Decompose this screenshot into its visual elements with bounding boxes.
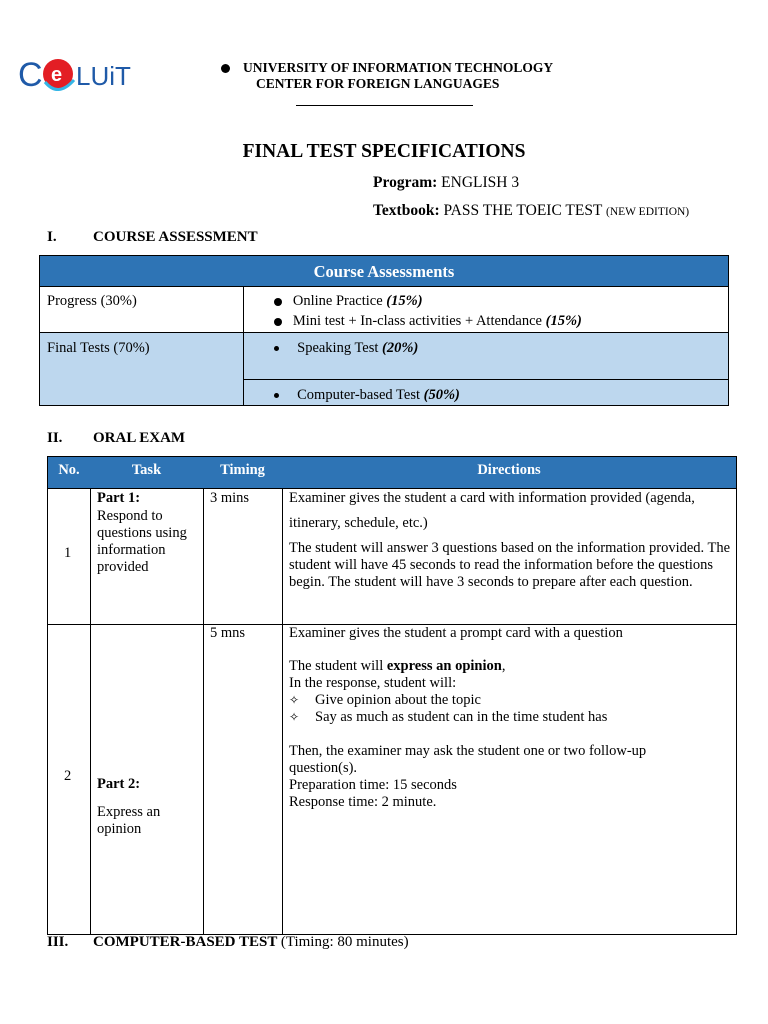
column-header-no: No. bbox=[58, 462, 80, 478]
timing-cell: 3 mins bbox=[210, 490, 250, 506]
direction-text: Examiner gives the student a card with information provided (agenda, bbox=[289, 490, 695, 506]
svg-text:LUiT: LUiT bbox=[76, 61, 131, 91]
column-divider bbox=[203, 488, 204, 934]
item-weight: (50%) bbox=[423, 387, 460, 403]
section-title: COMPUTER-BASED TEST bbox=[93, 934, 278, 950]
diamond-bullet-icon: ✧ bbox=[289, 693, 300, 707]
list-item bbox=[274, 293, 423, 310]
column-header-timing: Timing bbox=[220, 462, 265, 478]
list-item bbox=[274, 387, 460, 404]
task-description: Respond to questions using information provided bbox=[97, 508, 187, 575]
header-bullet bbox=[221, 64, 230, 73]
list-item bbox=[289, 692, 481, 709]
list-item bbox=[274, 340, 418, 357]
center-name: CENTER FOR FOREIGN LANGUAGES bbox=[256, 76, 500, 91]
section-title: COURSE ASSESSMENT bbox=[93, 229, 258, 245]
item-weight: (20%) bbox=[382, 340, 419, 356]
bullet-icon bbox=[274, 393, 279, 398]
document-title: FINAL TEST SPECIFICATIONS bbox=[242, 141, 526, 162]
column-header-directions: Directions bbox=[477, 462, 541, 478]
direction-text-pre: The student will bbox=[289, 658, 387, 674]
row-number: 1 bbox=[64, 545, 72, 561]
university-name: UNIVERSITY OF INFORMATION TECHNOLOGY bbox=[243, 60, 554, 75]
direction-text: Preparation time: 15 seconds bbox=[289, 777, 457, 793]
column-header-task: Task bbox=[131, 462, 162, 478]
section-heading-1 bbox=[47, 229, 258, 246]
diamond-bullet-icon: ✧ bbox=[289, 710, 300, 724]
row-divider bbox=[48, 488, 736, 489]
category-cell: Progress (30%) bbox=[47, 293, 137, 309]
celuit-logo bbox=[18, 50, 143, 100]
task-title: Part 1: bbox=[97, 490, 141, 506]
list-item bbox=[274, 313, 582, 330]
bullet-icon bbox=[274, 318, 282, 326]
textbook-edition: (NEW EDITION) bbox=[606, 206, 690, 218]
row-divider bbox=[40, 286, 728, 287]
item-text: Speaking Test bbox=[297, 340, 379, 356]
column-divider bbox=[282, 488, 283, 934]
list-item bbox=[289, 709, 607, 726]
item-text: Say as much as student can in the time student has bbox=[315, 709, 608, 725]
direction-emphasis: express an opinion bbox=[386, 658, 502, 674]
textbook-line bbox=[373, 202, 689, 220]
section-note: (Timing: 80 minutes) bbox=[280, 934, 409, 950]
program-line bbox=[373, 174, 519, 192]
direction-text: The student will answer 3 questions based on the information provided. The student will have 45 seconds to read the information before the questions begin. The student will have 3 seconds to prepare after each question. bbox=[289, 540, 731, 590]
item-weight: (15%) bbox=[386, 293, 423, 309]
direction-text: Examiner gives the student a prompt card with a question bbox=[289, 625, 623, 641]
section-heading-3 bbox=[47, 934, 409, 951]
timing-cell: 5 mns bbox=[210, 625, 246, 641]
row-divider bbox=[244, 379, 728, 380]
bullet-icon bbox=[274, 346, 279, 351]
course-assessment-table bbox=[39, 255, 729, 406]
column-divider bbox=[90, 488, 91, 934]
direction-text bbox=[289, 658, 505, 675]
header-divider bbox=[296, 105, 473, 106]
direction-text: itinerary, schedule, etc.) bbox=[289, 515, 428, 531]
category-cell: Final Tests (70%) bbox=[47, 340, 150, 356]
row-number: 2 bbox=[64, 768, 72, 784]
section-number: III. bbox=[47, 934, 69, 950]
item-weight: (15%) bbox=[545, 313, 582, 329]
direction-text: Response time: 2 minute. bbox=[289, 794, 437, 810]
textbook-value: PASS THE TOEIC TEST bbox=[443, 202, 603, 219]
direction-text: Then, the examiner may ask the student one or two follow-up question(s). bbox=[289, 743, 647, 776]
task-title: Part 2: bbox=[97, 776, 141, 792]
bullet-icon bbox=[274, 298, 282, 306]
section-heading-2 bbox=[47, 430, 185, 447]
item-text: Online Practice bbox=[292, 293, 383, 309]
item-text: Computer-based Test bbox=[297, 387, 420, 403]
item-text: Mini test + In-class activities + Attendance bbox=[292, 313, 542, 329]
section-number: I. bbox=[47, 229, 57, 245]
section-number: II. bbox=[47, 430, 63, 446]
svg-text:C: C bbox=[18, 56, 43, 94]
direction-text: In the response, student will: bbox=[289, 675, 457, 691]
oral-exam-table bbox=[47, 456, 737, 935]
task-description: Express an opinion bbox=[97, 804, 161, 837]
direction-text-post: , bbox=[501, 658, 506, 674]
table-header: Course Assessments bbox=[40, 256, 728, 286]
program-label: Program: bbox=[373, 174, 438, 191]
svg-text:e: e bbox=[51, 64, 63, 86]
program-value: ENGLISH 3 bbox=[441, 174, 520, 191]
section-title: ORAL EXAM bbox=[93, 430, 186, 446]
textbook-label: Textbook: bbox=[373, 202, 440, 219]
item-text: Give opinion about the topic bbox=[315, 692, 481, 708]
